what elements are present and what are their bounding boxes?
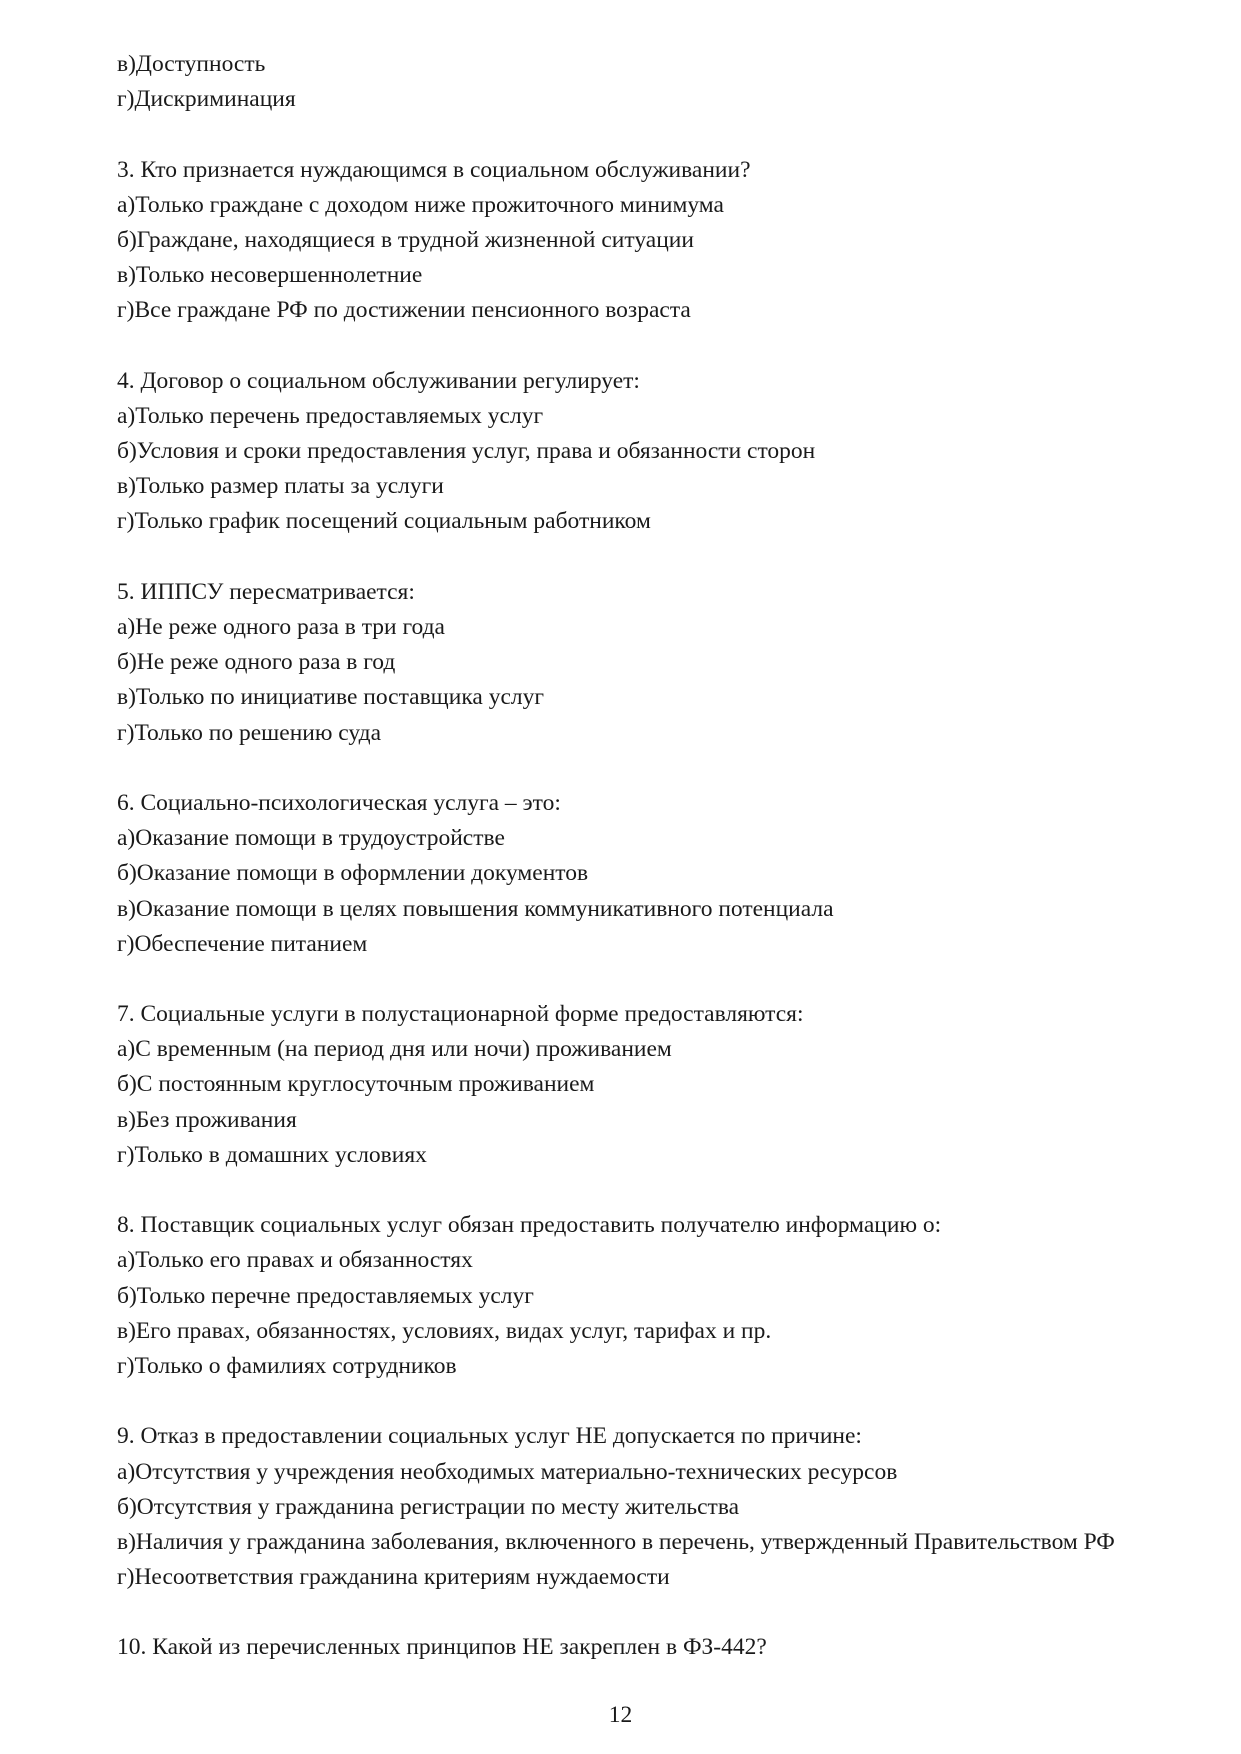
question-title: 5. ИППСУ пересматривается: (117, 578, 415, 605)
question-4 (117, 364, 1217, 540)
question-title: 6. Социально-психологическая услуга – это: (117, 789, 561, 816)
answer-option: б)Оказание помощи в оформлении документов (117, 860, 589, 887)
answer-option: б)С постоянным круглосуточным проживанием (117, 1071, 595, 1098)
answer-option: г)Только в домашних условиях (117, 1141, 427, 1168)
answer-option: г)Только по решению суда (117, 719, 382, 746)
answer-option: б)Отсутствия у гражданина регистрации по месту жительства (117, 1493, 740, 1520)
answer-option: в)Его правах, обязанностях, условиях, видах услуг, тарифах и пр. (117, 1317, 772, 1344)
answer-option: а)Не реже одного раза в три года (117, 614, 445, 640)
answer-option: а)Оказание помощи в трудоустройстве (117, 825, 505, 852)
answer-option: г)Только график посещений социальным работником (117, 508, 651, 535)
answer-option: а)Только его правах и обязанностях (117, 1247, 473, 1274)
answer-option: б)Только перечне предоставляемых услуг (117, 1282, 534, 1309)
question-10 (117, 1630, 1217, 1665)
answer-option: в)Доступность (117, 51, 266, 77)
question-title: 7. Социальные услуги в полустационарной форме предоставляются: (117, 1001, 804, 1028)
answer-option: в)Только размер платы за услуги (117, 473, 444, 500)
question-title: 4. Договор о социальном обслуживании регулирует: (117, 367, 640, 394)
answer-option: в)Оказание помощи в целях повышения коммуникативного потенциала (117, 895, 834, 922)
answer-option: б)Не реже одного раза в год (117, 649, 396, 676)
answer-option: в)Только по инициативе поставщика услуг (117, 684, 545, 711)
question-7 (117, 997, 1217, 1173)
answer-option: в)Наличия у гражданина заболевания, включенного в перечень, утвержденный Правительством РФ (117, 1528, 1115, 1555)
answer-option: г)Все граждане РФ по достижении пенсионного возраста (117, 297, 691, 324)
answer-option: а)Только граждане с доходом ниже прожиточного минимума (117, 191, 724, 218)
answer-option: а)Только перечень предоставляемых услуг (117, 402, 544, 429)
question-title: 8. Поставщик социальных услуг обязан предоставить получателю информацию о: (117, 1212, 942, 1239)
answer-option: г)Обеспечение питанием (117, 930, 368, 957)
answer-option: г)Дискриминация (117, 86, 296, 113)
answer-option: г)Только о фамилиях сотрудников (117, 1352, 457, 1379)
answer-option: г)Несоответствия гражданина критериям нуждаемости (117, 1564, 670, 1591)
answer-option: б)Граждане, находящиеся в трудной жизненной ситуации (117, 226, 694, 253)
document-page (117, 47, 1217, 1666)
answer-option: а)С временным (на период дня или ночи) проживанием (117, 1036, 672, 1063)
answer-option: в)Только несовершеннолетние (117, 262, 423, 289)
answer-option: б)Условия и сроки предоставления услуг, права и обязанности сторон (117, 438, 816, 465)
answer-option: в)Без проживания (117, 1106, 297, 1133)
question-title: 10. Какой из перечисленных принципов НЕ закреплен в ФЗ-442? (117, 1634, 767, 1661)
question-5 (117, 575, 1217, 751)
answer-option: а)Отсутствия у учреждения необходимых материально-технических ресурсов (117, 1458, 898, 1485)
question-title: 3. Кто признается нуждающимся в социальном обслуживании? (117, 156, 751, 183)
question-title: 9. Отказ в предоставлении социальных услуг НЕ допускается по причине: (117, 1423, 862, 1450)
question-6 (117, 786, 1217, 962)
question-2-tail (117, 47, 1217, 117)
question-9 (117, 1419, 1217, 1595)
question-3 (117, 153, 1217, 329)
question-8 (117, 1208, 1217, 1384)
page-number: 12 (608, 1702, 633, 1728)
